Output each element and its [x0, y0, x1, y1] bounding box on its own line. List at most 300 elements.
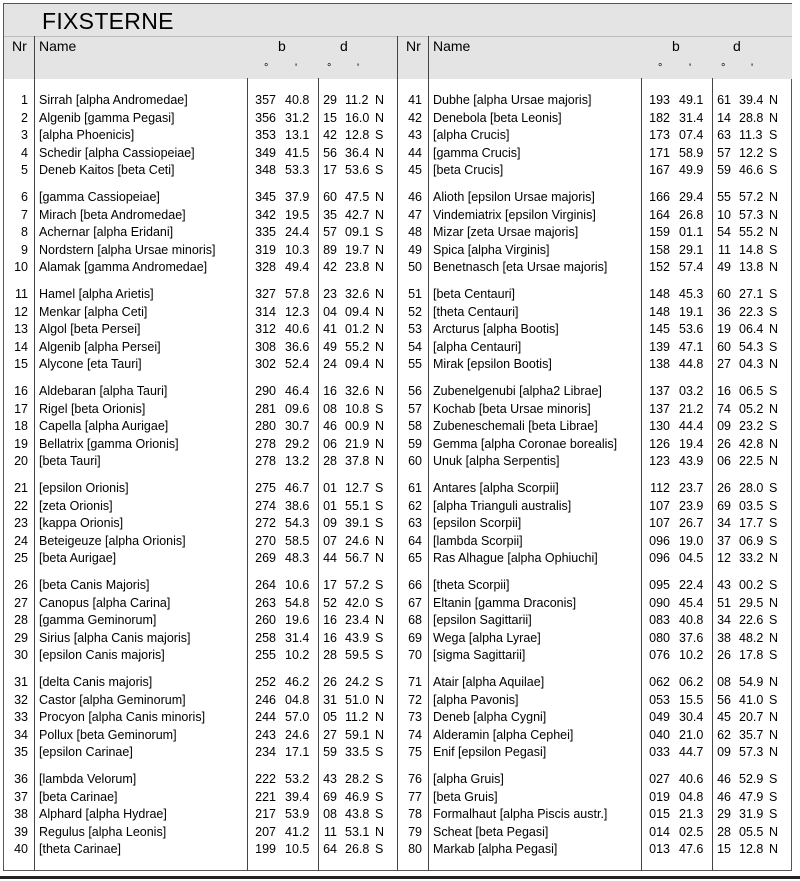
declination-direction: N: [375, 93, 385, 107]
declination-degrees: 37: [717, 533, 731, 548]
longitude-degrees: 076: [649, 648, 670, 662]
declination-degrees: 61: [717, 93, 731, 107]
declination-minutes: 33.5: [345, 745, 370, 759]
star-number: 69: [408, 630, 422, 645]
longitude-minutes: 22.4: [679, 578, 704, 592]
longitude-degrees: 275: [255, 481, 276, 495]
declination-minutes: 00.9: [345, 419, 370, 433]
star-number: 43: [408, 128, 422, 142]
table-row: [0, 806, 800, 823]
longitude-degrees: 027: [649, 772, 670, 786]
declination-minutes: 28.2: [345, 772, 370, 786]
longitude-degrees: 199: [255, 842, 276, 856]
declination-minutes: 43.8: [345, 807, 370, 821]
longitude-degrees: 083: [649, 613, 670, 627]
declination-direction: S: [375, 163, 384, 177]
table-row: [0, 577, 800, 594]
declination-degrees: 62: [717, 727, 731, 742]
declination-minutes: 17.7: [739, 516, 764, 530]
declination-direction: N: [769, 436, 779, 451]
longitude-degrees: 274: [255, 498, 276, 513]
star-name: Mirak [epsilon Bootis]: [433, 357, 552, 371]
longitude-minutes: 43.9: [679, 454, 704, 468]
longitude-minutes: 57.0: [285, 710, 310, 724]
declination-degrees: 28: [323, 454, 337, 468]
star-number: 79: [408, 824, 422, 839]
star-name: [epsilon Orionis]: [39, 481, 129, 495]
declination-minutes: 51.0: [345, 692, 370, 707]
declination-minutes: 48.2: [739, 630, 764, 645]
star-number: 22: [14, 498, 28, 513]
declination-minutes: 57.3: [739, 207, 764, 222]
longitude-degrees: 193: [649, 93, 670, 107]
longitude-degrees: 152: [649, 260, 670, 274]
header-name: Name: [433, 38, 471, 54]
declination-minutes: 39.4: [739, 93, 764, 107]
longitude-minutes: 44.7: [679, 745, 704, 759]
table-row: [0, 259, 800, 276]
longitude-minutes: 01.1: [679, 225, 704, 239]
declination-direction: N: [375, 710, 385, 724]
longitude-degrees: 053: [649, 692, 670, 707]
longitude-minutes: 37.6: [679, 630, 704, 645]
declination-degrees: 29: [717, 807, 731, 821]
star-name: Aldebaran [alpha Tauri]: [39, 384, 168, 398]
star-name: Alphard [alpha Hydrae]: [39, 807, 167, 821]
declination-minutes: 28.8: [739, 110, 764, 125]
longitude-minutes: 57.4: [679, 260, 704, 274]
table-row: [0, 647, 800, 664]
longitude-degrees: 049: [649, 710, 670, 724]
longitude-degrees: 019: [649, 789, 670, 804]
declination-direction: N: [769, 190, 779, 204]
longitude-minutes: 45.3: [679, 287, 704, 301]
table-row: [0, 92, 800, 109]
longitude-minutes: 10.2: [285, 648, 310, 662]
longitude-degrees: 130: [649, 419, 670, 433]
declination-minutes: 53.6: [345, 163, 370, 177]
star-number: 11: [15, 287, 28, 301]
longitude-minutes: 23.9: [679, 498, 704, 513]
declination-degrees: 11: [324, 824, 337, 839]
declination-minutes: 35.7: [739, 727, 764, 742]
longitude-degrees: 148: [649, 304, 670, 319]
declination-minutes: 59.5: [345, 648, 370, 662]
declination-degrees: 74: [717, 401, 731, 416]
star-number: 24: [14, 533, 28, 548]
star-name: Spica [alpha Virginis]: [433, 242, 550, 257]
star-name: [beta Aurigae]: [39, 551, 117, 565]
star-name: [epsilon Scorpii]: [433, 516, 522, 530]
declination-direction: S: [375, 595, 384, 610]
declination-degrees: 60: [717, 339, 731, 354]
longitude-degrees: 164: [649, 207, 670, 222]
declination-direction: S: [375, 675, 384, 689]
declination-degrees: 27: [323, 727, 337, 742]
declination-degrees: 46: [717, 772, 731, 786]
declination-degrees: 36: [717, 304, 731, 319]
declination-direction: N: [769, 595, 779, 610]
longitude-degrees: 158: [649, 242, 670, 257]
declination-minutes: 22.3: [739, 304, 764, 319]
declination-minutes: 57.3: [739, 745, 764, 759]
declination-minutes: 16.0: [345, 110, 370, 125]
longitude-degrees: 278: [255, 454, 276, 468]
declination-degrees: 15: [717, 842, 731, 856]
star-number: 26: [14, 578, 28, 592]
longitude-degrees: 243: [255, 727, 276, 742]
longitude-degrees: 014: [649, 824, 670, 839]
table-row: [0, 550, 800, 567]
declination-degrees: 52: [323, 595, 337, 610]
longitude-minutes: 44.8: [679, 357, 704, 371]
longitude-degrees: 348: [255, 163, 276, 177]
declination-direction: N: [375, 551, 385, 565]
declination-direction: S: [375, 128, 384, 142]
declination-degrees: 09: [717, 745, 731, 759]
declination-degrees: 28: [717, 824, 731, 839]
longitude-degrees: 062: [649, 675, 670, 689]
declination-direction: S: [375, 745, 384, 759]
declination-minutes: 37.8: [345, 454, 370, 468]
declination-direction: N: [769, 322, 779, 336]
declination-direction: S: [769, 533, 778, 548]
declination-minutes: 11.2: [345, 710, 369, 724]
table-row: [0, 339, 800, 356]
star-name: [epsilon Carinae]: [39, 745, 133, 759]
declination-minutes: 17.8: [739, 648, 764, 662]
declination-minutes: 33.2: [739, 551, 764, 565]
declination-minutes: 11.3: [739, 128, 763, 142]
declination-direction: N: [769, 401, 779, 416]
longitude-minutes: 13.1: [285, 128, 310, 142]
declination-degrees: 08: [717, 675, 731, 689]
longitude-minutes: 10.2: [679, 648, 704, 662]
declination-degrees: 60: [717, 287, 731, 301]
longitude-degrees: 356: [255, 110, 276, 125]
declination-direction: S: [769, 648, 778, 662]
declination-minutes: 55.2: [739, 225, 764, 239]
longitude-minutes: 49.4: [285, 260, 310, 274]
star-name: [gamma Geminorum]: [39, 613, 157, 627]
star-name: Scheat [beta Pegasi]: [433, 824, 549, 839]
declination-degrees: 45: [717, 710, 731, 724]
star-number: 53: [408, 322, 422, 336]
declination-degrees: 42: [323, 128, 337, 142]
declination-direction: S: [375, 807, 384, 821]
longitude-minutes: 17.1: [285, 745, 310, 759]
star-name: Beteigeuze [alpha Orionis]: [39, 533, 186, 548]
star-number: 14: [14, 339, 28, 354]
star-name: [kappa Orionis]: [39, 516, 124, 530]
star-name: Mirach [beta Andromedae]: [39, 207, 186, 222]
star-number: 67: [408, 595, 422, 610]
declination-minutes: 55.2: [345, 339, 370, 354]
star-number: 15: [14, 357, 28, 371]
table-row: [0, 709, 800, 726]
longitude-minutes: 40.8: [285, 93, 310, 107]
declination-direction: S: [769, 481, 778, 495]
star-name: [zeta Orionis]: [39, 498, 113, 513]
star-name: Sirrah [alpha Andromedae]: [39, 93, 188, 107]
declination-direction: N: [375, 613, 385, 627]
declination-direction: N: [375, 242, 385, 257]
star-number: 32: [14, 692, 28, 707]
table-row: [0, 145, 800, 162]
declination-degrees: 59: [323, 745, 337, 759]
star-name: Sirius [alpha Canis majoris]: [39, 630, 191, 645]
declination-degrees: 46: [717, 789, 731, 804]
declination-minutes: 32.6: [345, 287, 370, 301]
declination-degrees: 12: [717, 551, 731, 565]
star-number: 37: [14, 789, 28, 804]
star-name: Schedir [alpha Cassiopeiae]: [39, 145, 195, 160]
star-name: [alpha Phoenicis]: [39, 128, 135, 142]
declination-degrees: 89: [323, 242, 337, 257]
declination-degrees: 41: [323, 322, 337, 336]
star-number: 41: [408, 93, 422, 107]
declination-degrees: 26: [717, 436, 731, 451]
star-name: [theta Scorpii]: [433, 578, 510, 592]
longitude-minutes: 37.9: [285, 190, 310, 204]
declination-minutes: 11.2: [345, 93, 369, 107]
declination-degrees: 34: [717, 516, 731, 530]
star-name: Eltanin [gamma Draconis]: [433, 595, 577, 610]
longitude-minutes: 21.0: [679, 727, 704, 742]
longitude-degrees: 217: [255, 807, 276, 821]
star-number: 4: [21, 145, 28, 160]
declination-direction: N: [769, 745, 779, 759]
star-number: 63: [408, 516, 422, 530]
star-name: Deneb Kaitos [beta Ceti]: [39, 163, 175, 177]
declination-minutes: 42.0: [345, 595, 370, 610]
star-number: 80: [408, 842, 422, 856]
star-number: 28: [14, 613, 28, 627]
declination-direction: N: [769, 630, 779, 645]
declination-direction: S: [375, 401, 384, 416]
star-name: Algenib [alpha Persei]: [39, 339, 161, 354]
table-row: [0, 356, 800, 373]
longitude-minutes: 40.6: [679, 772, 704, 786]
longitude-degrees: 159: [649, 225, 670, 239]
star-number: 19: [14, 436, 28, 451]
star-name: Ras Alhague [alpha Ophiuchi]: [433, 551, 598, 565]
star-number: 72: [408, 692, 422, 707]
star-name: Zubenelgenubi [alpha2 Librae]: [433, 384, 602, 398]
declination-degrees: 08: [323, 401, 337, 416]
declination-minutes: 32.6: [345, 384, 370, 398]
header-b: b: [672, 38, 680, 54]
star-name: Kochab [beta Ursae minoris]: [433, 401, 591, 416]
longitude-degrees: 357: [255, 93, 276, 107]
declination-direction: S: [769, 789, 778, 804]
longitude-degrees: 234: [255, 745, 276, 759]
longitude-degrees: 137: [649, 384, 670, 398]
longitude-minutes: 23.7: [679, 481, 704, 495]
declination-minutes: 20.7: [739, 710, 764, 724]
longitude-minutes: 30.7: [285, 419, 310, 433]
declination-minutes: 09.1: [345, 225, 370, 239]
declination-degrees: 60: [323, 190, 337, 204]
longitude-degrees: 270: [255, 533, 276, 548]
longitude-degrees: 207: [255, 824, 276, 839]
table-row: [0, 841, 800, 858]
declination-direction: N: [375, 260, 385, 274]
star-number: 39: [14, 824, 28, 839]
declination-direction: N: [375, 207, 385, 222]
declination-minutes: 12.8: [739, 842, 764, 856]
header-nr: Nr: [406, 38, 421, 54]
longitude-minutes: 31.4: [679, 110, 704, 125]
star-name: [gamma Cassiopeiae]: [39, 190, 160, 204]
declination-minutes: 29.5: [739, 595, 764, 610]
table-row: [0, 498, 800, 515]
star-name: Markab [alpha Pegasi]: [433, 842, 558, 856]
header-d: d: [340, 38, 348, 54]
longitude-degrees: 244: [255, 710, 276, 724]
table-row: [0, 127, 800, 144]
star-number: 25: [14, 551, 28, 565]
star-name: Arcturus [alpha Bootis]: [433, 322, 559, 336]
star-number: 48: [408, 225, 422, 239]
declination-direction: N: [375, 454, 385, 468]
longitude-minutes: 31.2: [285, 110, 310, 125]
declination-degrees: 16: [323, 613, 337, 627]
longitude-minutes: 06.2: [679, 675, 704, 689]
declination-minutes: 24.6: [345, 533, 370, 548]
star-name: Castor [alpha Geminorum]: [39, 692, 186, 707]
longitude-minutes: 21.2: [679, 401, 704, 416]
declination-degrees: 16: [717, 384, 731, 398]
declination-direction: S: [375, 630, 384, 645]
table-row: [0, 771, 800, 788]
star-name: [beta Tauri]: [39, 454, 101, 468]
longitude-minutes: 12.3: [285, 304, 310, 319]
declination-minutes: 23.8: [345, 260, 370, 274]
header-b: b: [278, 38, 286, 54]
star-number: 73: [408, 710, 422, 724]
table-row: [0, 401, 800, 418]
declination-minutes: 53.1: [345, 824, 370, 839]
longitude-minutes: 38.6: [285, 498, 310, 513]
longitude-degrees: 096: [649, 533, 670, 548]
star-name: Zubeneschemali [beta Librae]: [433, 419, 598, 433]
declination-minutes: 12.8: [345, 128, 370, 142]
longitude-minutes: 46.4: [285, 384, 310, 398]
declination-direction: S: [769, 128, 778, 142]
declination-degrees: 26: [717, 648, 731, 662]
table-row: [0, 189, 800, 206]
declination-degrees: 15: [323, 110, 337, 125]
star-name: Bellatrix [gamma Orionis]: [39, 436, 179, 451]
star-number: 66: [408, 578, 422, 592]
declination-direction: N: [375, 287, 385, 301]
declination-direction: S: [769, 578, 778, 592]
declination-minutes: 06.4: [739, 322, 764, 336]
declination-degrees: 63: [717, 128, 731, 142]
star-number: 23: [14, 516, 28, 530]
declination-degrees: 44: [323, 551, 337, 565]
longitude-degrees: 040: [649, 727, 670, 742]
declination-direction: N: [769, 675, 779, 689]
longitude-degrees: 167: [649, 163, 670, 177]
longitude-minutes: 46.7: [285, 481, 310, 495]
declination-direction: N: [769, 454, 779, 468]
star-number: 12: [14, 304, 28, 319]
declination-direction: S: [375, 481, 384, 495]
table-row: [0, 692, 800, 709]
star-name: [alpha Crucis]: [433, 128, 510, 142]
declination-direction: N: [769, 207, 779, 222]
star-name: Gemma [alpha Coronae borealis]: [433, 436, 618, 451]
declination-direction: N: [769, 824, 779, 839]
star-name: [beta Gruis]: [433, 789, 498, 804]
declination-degrees: 46: [323, 419, 337, 433]
star-name: Alycone [eta Tauri]: [39, 357, 142, 371]
declination-direction: N: [375, 339, 385, 354]
longitude-degrees: 107: [649, 516, 670, 530]
declination-direction: S: [769, 419, 778, 433]
longitude-degrees: 328: [255, 260, 276, 274]
star-name: Enif [epsilon Pegasi]: [433, 745, 547, 759]
star-name: [epsilon Canis majoris]: [39, 648, 165, 662]
declination-direction: S: [769, 807, 778, 821]
declination-degrees: 69: [717, 498, 731, 513]
star-name: Menkar [alpha Ceti]: [39, 304, 148, 319]
star-number: 50: [408, 260, 422, 274]
declination-degrees: 57: [323, 225, 337, 239]
longitude-degrees: 308: [255, 339, 276, 354]
declination-direction: S: [769, 242, 778, 257]
longitude-degrees: 255: [255, 648, 276, 662]
declination-minutes: 52.9: [739, 772, 764, 786]
longitude-minutes: 53.3: [285, 163, 310, 177]
declination-degrees: 51: [717, 595, 731, 610]
declination-minutes: 10.8: [345, 401, 370, 416]
longitude-minutes: 29.4: [679, 190, 704, 204]
star-number: 38: [14, 807, 28, 821]
declination-degrees: 06: [323, 436, 337, 451]
declination-minutes: 28.0: [739, 481, 764, 495]
declination-direction: N: [769, 225, 779, 239]
declination-minutes: 22.5: [739, 454, 764, 468]
declination-direction: S: [769, 772, 778, 786]
longitude-minutes: 15.5: [679, 692, 704, 707]
longitude-degrees: 090: [649, 595, 670, 610]
declination-direction: N: [375, 110, 385, 125]
star-number: 74: [408, 727, 422, 742]
table-row: [0, 418, 800, 435]
declination-direction: N: [769, 357, 779, 371]
longitude-degrees: 278: [255, 436, 276, 451]
declination-direction: N: [375, 190, 385, 204]
table-row: [0, 824, 800, 841]
declination-direction: S: [769, 304, 778, 319]
declination-direction: N: [769, 551, 779, 565]
star-name: [lambda Scorpii]: [433, 533, 523, 548]
declination-direction: N: [375, 304, 385, 319]
declination-degrees: 07: [323, 533, 337, 548]
declination-degrees: 19: [717, 322, 731, 336]
table-row: [0, 383, 800, 400]
star-name: Alamak [gamma Andromedae]: [39, 260, 208, 274]
star-name: [beta Canis Majoris]: [39, 578, 150, 592]
longitude-minutes: 02.5: [679, 824, 704, 839]
longitude-minutes: 19.6: [285, 613, 310, 627]
longitude-minutes: 49.1: [679, 93, 704, 107]
star-number: 27: [14, 595, 28, 610]
declination-degrees: 42: [323, 260, 337, 274]
